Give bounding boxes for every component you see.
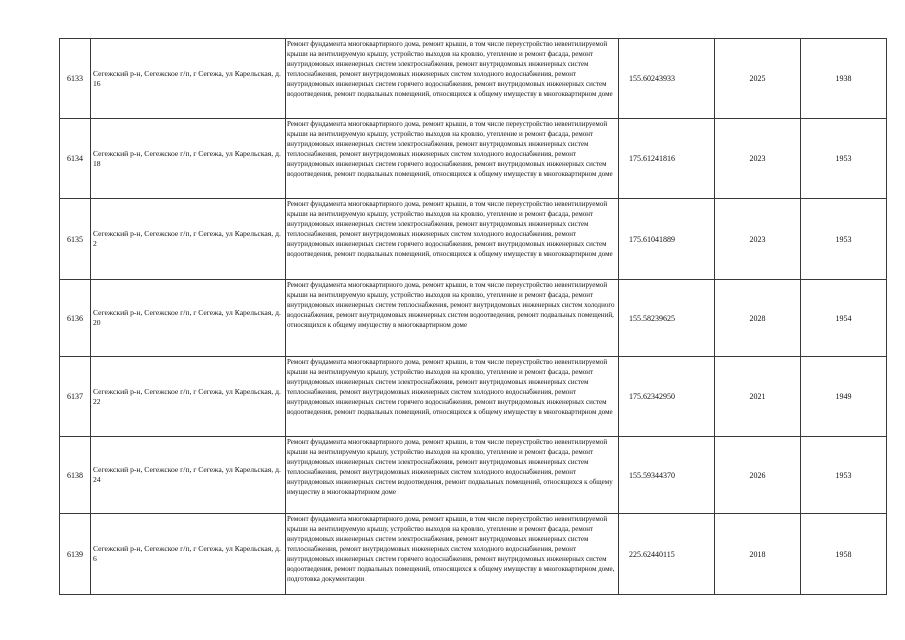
built-year-cell: 1958 [801,514,887,595]
row-number: 6136 [60,280,91,357]
works-text: Ремонт фундамента многоквартирного дома, ремонт крыши, в том числе переустройство невентилируемой крыши на вентилируемую крышу, устройство выходов на кровлю, утепление и ремонт фасада, ремонт внутридомовых инженерных систем электроснабжения, ремонт внутридомовых инженерных систем теплоснабжения, ремонт внутридомовых инженерных систем холодного водоснабжения, ремонт внутридомовых инженерных систем горячего водоснабжения, ремонт внутридомовых инженерных систем водоотведения, ремонт подвальных помещений, относящихся к общему имуществу в многоквартирном доме [287,40,613,98]
planned-year-cell: 2021 [715,357,801,437]
row-number: 6135 [60,199,91,280]
row-number: 6139 [60,514,91,595]
table-row [60,199,887,280]
value-cell: 175.61241816 [619,119,715,199]
built-year-cell: 1938 [801,39,887,119]
table-row [60,357,887,437]
built-year-cell: 1949 [801,357,887,437]
built-year-cell: 1953 [801,119,887,199]
address-cell: Сегежский р-н, Сегежское г/п, г Сегежа, ул Карельская, д. 2 [91,199,286,280]
registry-table [59,38,887,595]
table-row [60,119,887,199]
value-cell: 155.60243933 [619,39,715,119]
table-row [60,280,887,357]
value-cell: 175.62342950 [619,357,715,437]
value-cell: 175.61041889 [619,199,715,280]
planned-year-cell: 2023 [715,199,801,280]
address-cell: Сегежский р-н, Сегежское г/п, г Сегежа, ул Карельская, д. 24 [91,437,286,514]
table-row [60,39,887,119]
planned-year-cell: 2026 [715,437,801,514]
planned-year-cell: 2023 [715,119,801,199]
works-cell [286,119,619,199]
works-text: Ремонт фундамента многоквартирного дома, ремонт крыши, в том числе переустройство невентилируемой крыши на вентилируемую крышу, устройство выходов на кровлю, утепление и ремонт фасада, ремонт внутридомовых инженерных систем электроснабжения, ремонт внутридомовых инженерных систем теплоснабжения, ремонт внутридомовых инженерных систем холодного водоснабжения, ремонт внутридомовых инженерных систем горячего водоснабжения, ремонт внутридомовых инженерных систем водоотведения, ремонт подвальных помещений, относящихся к общему имуществу в многоквартирном доме [287,120,613,178]
works-text: Ремонт фундамента многоквартирного дома, ремонт крыши, в том числе переустройство невентилируемой крыши на вентилируемую крышу, устройство выходов на кровлю, утепление и ремонт фасада, ремонт внутридомовых инженерных систем электроснабжения, ремонт внутридомовых инженерных систем теплоснабжения, ремонт внутридомовых инженерных систем холодного водоснабжения, ремонт внутридомовых инженерных систем горячего водоснабжения, ремонт внутридомовых инженерных систем водоотведения, ремонт подвальных помещений, относящихся к общему имуществу в многоквартирном доме, подготовка документации [287,515,615,583]
table-row [60,437,887,514]
row-number: 6133 [60,39,91,119]
value-cell: 155.59344370 [619,437,715,514]
address-cell: Сегежский р-н, Сегежское г/п, г Сегежа, ул Карельская, д. 18 [91,119,286,199]
works-cell [286,357,619,437]
works-cell [286,280,619,357]
works-text: Ремонт фундамента многоквартирного дома, ремонт крыши, в том числе переустройство невентилируемой крыши на вентилируемую крышу, устройство выходов на кровлю, утепление и ремонт фасада, ремонт внутридомовых инженерных систем теплоснабжения, ремонт внутридомовых инженерных систем холодного водоснабжения, ремонт внутридомовых инженерных систем водоотведения, ремонт подвальных помещений, относящихся к общему имуществу в многоквартирном доме [287,281,615,329]
works-text: Ремонт фундамента многоквартирного дома, ремонт крыши, в том числе переустройство невентилируемой крыши на вентилируемую крышу, устройство выходов на кровлю, утепление и ремонт фасада, ремонт внутридомовых инженерных систем электроснабжения, ремонт внутридомовых инженерных систем теплоснабжения, ремонт внутридомовых инженерных систем холодного водоснабжения, ремонт внутридомовых инженерных систем горячего водоснабжения, ремонт внутридомовых инженерных систем водоотведения, ремонт подвальных помещений, относящихся к общему имуществу в многоквартирном доме [287,200,613,258]
value-cell: 225.62440115 [619,514,715,595]
row-number: 6138 [60,437,91,514]
address-cell: Сегежский р-н, Сегежское г/п, г Сегежа, ул Карельская, д. 20 [91,280,286,357]
address-cell: Сегежский р-н, Сегежское г/п, г Сегежа, ул Карельская, д. 16 [91,39,286,119]
address-cell: Сегежский р-н, Сегежское г/п, г Сегежа, ул Карельская, д. 6 [91,514,286,595]
built-year-cell: 1953 [801,437,887,514]
works-cell [286,39,619,119]
value-cell: 155.58239625 [619,280,715,357]
registry-table-body [60,39,887,595]
planned-year-cell: 2025 [715,39,801,119]
planned-year-cell: 2028 [715,280,801,357]
built-year-cell: 1953 [801,199,887,280]
built-year-cell: 1954 [801,280,887,357]
works-cell [286,514,619,595]
works-cell [286,199,619,280]
address-cell: Сегежский р-н, Сегежское г/п, г Сегежа, ул Карельская, д. 22 [91,357,286,437]
row-number: 6134 [60,119,91,199]
row-number: 6137 [60,357,91,437]
works-text: Ремонт фундамента многоквартирного дома, ремонт крыши, в том числе переустройство невентилируемой крыши на вентилируемую крышу, устройство выходов на кровлю, утепление и ремонт фасада, ремонт внутридомовых инженерных систем электроснабжения, ремонт внутридомовых инженерных систем теплоснабжения, ремонт внутридомовых инженерных систем холодного водоснабжения, ремонт внутридомовых инженерных систем горячего водоснабжения, ремонт внутридомовых инженерных систем водоотведения, ремонт подвальных помещений, относящихся к общему имуществу в многоквартирном доме [287,358,613,416]
table-row [60,514,887,595]
works-text: Ремонт фундамента многоквартирного дома, ремонт крыши, в том числе переустройство невентилируемой крыши на вентилируемую крышу, устройство выходов на кровлю, утепление и ремонт фасада, ремонт внутридомовых инженерных систем электроснабжения, ремонт внутридомовых инженерных систем теплоснабжения, ремонт внутридомовых инженерных систем холодного водоснабжения, ремонт внутридомовых инженерных систем водоотведения, ремонт подвальных помещений, относящихся к общему имуществу в многоквартирном доме [287,438,613,496]
planned-year-cell: 2018 [715,514,801,595]
works-cell [286,437,619,514]
